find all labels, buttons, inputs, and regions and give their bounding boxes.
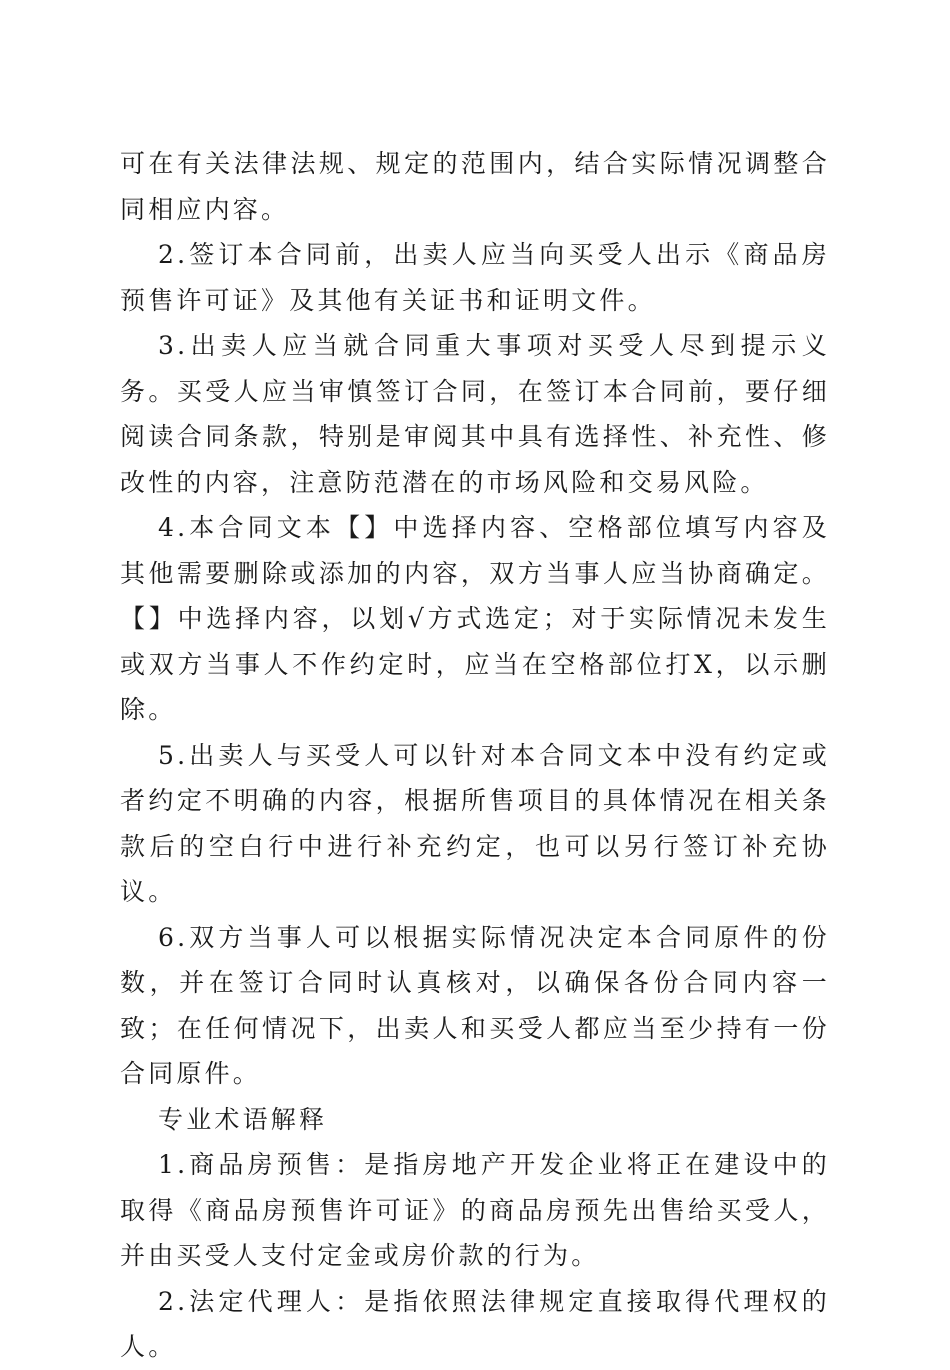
term-definition-2: 2.法定代理人：是指依照法律规定直接取得代理权的人。 xyxy=(120,1286,830,1361)
paragraph-continuation: 可在有关法律法规、规定的范围内，结合实际情况调整合同相应内容。 xyxy=(120,149,830,224)
paragraph-item-6: 6.双方当事人可以根据实际情况决定本合同原件的份数，并在签订合同时认真核对，以确保各份合同内容一致；在任何情况下，出卖人和买受人都应当至少持有一份合同原件。 xyxy=(120,922,830,1088)
paragraph-item-3: 3.出卖人应当就合同重大事项对买受人尽到提示义务。买受人应当审慎签订合同，在签订本合同前，要仔细阅读合同条款，特别是审阅其中具有选择性、补充性、修改性的内容，注意防范潜在的市场风险和交易风险。 xyxy=(120,331,830,497)
paragraph-item-4: 4.本合同文本【】中选择内容、空格部位填写内容及其他需要删除或添加的内容，双方当事人应当协商确定。【】中选择内容，以划√方式选定；对于实际情况未发生或双方当事人不作约定时，应当在空格部位打X，以示删除。 xyxy=(120,513,830,724)
paragraph-item-5: 5.出卖人与买受人可以针对本合同文本中没有约定或者约定不明确的内容，根据所售项目的具体情况在相关条款后的空白行中进行补充约定，也可以另行签订补充协议。 xyxy=(120,740,830,906)
paragraph-item-2: 2.签订本合同前，出卖人应当向买受人出示《商品房预售许可证》及其他有关证书和证明文件。 xyxy=(120,240,830,315)
document-body xyxy=(120,141,830,1370)
term-definition-1: 1.商品房预售：是指房地产开发企业将正在建设中的取得《商品房预售许可证》的商品房预先出售给买受人，并由买受人支付定金或房价款的行为。 xyxy=(120,1150,830,1270)
section-heading-terms: 专业术语解释 xyxy=(158,1104,328,1134)
